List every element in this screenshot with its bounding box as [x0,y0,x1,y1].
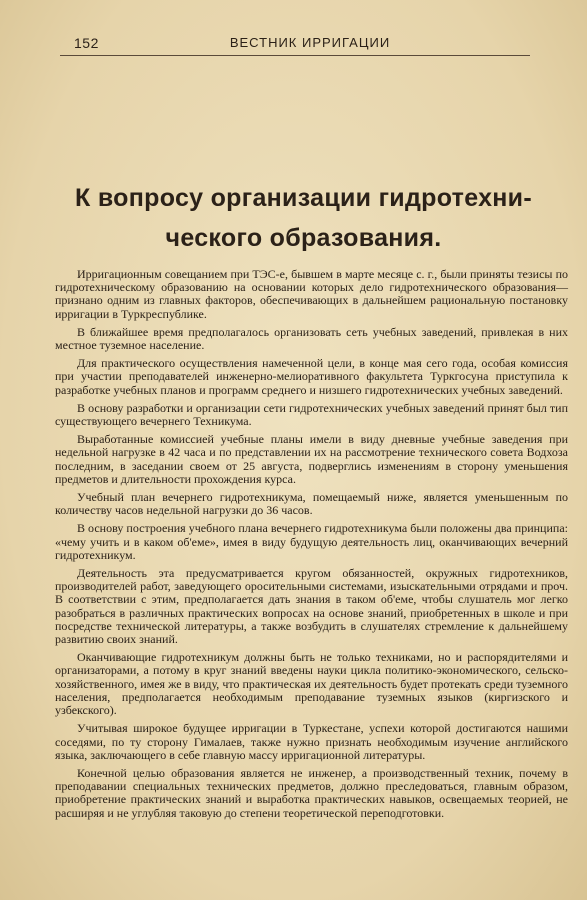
paragraph: Учитывая широкое будущее ирригации в Туркестане, успехи которой достигаются нашими соседями, по ту сторону Гималаев, также нужно признать необходимым изучение английского языка, заключающего в себе главную массу ирригационной литературы. [55,721,568,762]
paragraph: Ирригационным совещанием при ТЭС-е, бывшем в марте месяце с. г., были приняты тезисы по гидротехническому образованию на основании которых дело гидротехнического образования—признано одним из главных факторов, обеспечивающих в дальнейшем рациональную постановку ирригации в Туркреспублике. [55,267,568,321]
paragraph: Деятельность эта предусматривается кругом обязанностей, окружных гидротехников, производителей работ, заведующего оросительными системами, изыскательными отрядами и проч. В соответствии с этим, предполагается дать знания в таком об'еме, чтобы слушатель мог легко разобраться в различных практических вопросах на основе знаний, приобретенных в школе и при посредстве технической литературы, а также возбудить в слушателях стремление к дальнейшему развитию своих знаний. [55,566,568,647]
paragraph: В основу построения учебного плана вечернего гидротехникума были положены два принципа: «чему учить и в каком об'еме», имея в виду будущую деятельность лиц, оканчивающих вечерний гидротехникум. [55,521,568,562]
paragraph: Для практического осуществления намеченной цели, в конце мая сего года, особая комиссия при участии преподавателей инженерно-мелиоративного факультета Туркгосуна приступила к разработке учебных планов и программ среднего и низшего гидротехнических учебных заведений. [55,356,568,397]
page-header [60,35,530,56]
article-body [55,268,568,820]
article-title-line-1: К вопросу организации гидротехни- [75,184,532,212]
paragraph: Конечной целью образования является не инженер, а производственный техник, почему в преподавании специальных технических предметов, должно преследоваться, главным образом, приобретение практических знаний и выработка практических навыков, освещаемых теорией, не расширяя и не углубляя таковую до степени теоретической переподготовки. [55,765,568,820]
journal-title: ВЕСТНИК ИРРИГАЦИИ [229,35,391,50]
paragraph: В основу разработки и организации сети гидротехнических учебных заведений принят был тип существующего вечернего Техникума. [55,400,568,429]
paragraph: В ближайшее время предполагалось организовать сеть учебных заведений, привлекая в них местное туземное население. [55,324,568,353]
article-title [50,178,557,258]
article-title-line-2: ческого образования. [165,224,442,252]
page-number: 152 [74,35,99,51]
paragraph: Учебный план вечернего гидротехникума, помещаемый ниже, является уменьшенным по количеству часов недельной нагрузки до 36 часов. [55,490,568,518]
paragraph: Выработанные комиссией учебные планы имели в виду дневные учебные заведения при недельной нагрузке в 42 часа и по представлении их на рассмотрение технического совета Водхоза последним, в заседании своем от 25 августа, подверглись изменениям в сторону уменьшения предметов и длительности прохождения курса. [55,432,568,486]
paragraph: Оканчивающие гидротехникум должны быть не только техниками, но и распорядителями и организаторами, а потому в круг знаний введены науки цикла политико-экономического, сельско-хозяйственного, имея же в виду, что практическая их деятельность будет протекать среди туземного населения, предполагается необходимым преподавание туземных языков (киргизского и узбекского). [55,650,568,718]
